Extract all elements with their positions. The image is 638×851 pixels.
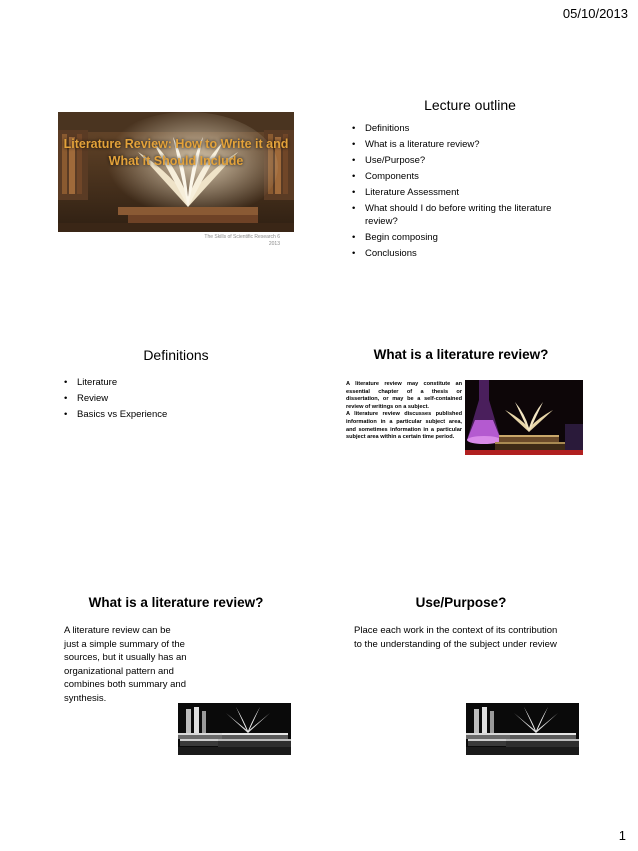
literature-review-slide-title: What is a literature review? xyxy=(373,347,549,362)
description-paragraph: A literature review discusses published information in a particular subject area, and sometimes information in a particular subject area within a certain time period. xyxy=(346,411,462,441)
description-paragraph: A literature review may constitute an essential chapter of a thesis or dissertation, or may be a self-contained review of writings on a subject. xyxy=(346,381,462,410)
definitions-list xyxy=(64,376,284,424)
outline-item: • What should I do before writing the literature review? xyxy=(352,202,586,228)
outline-item: • Components xyxy=(352,170,586,183)
title-slide-subtitle: The Skills of Scientific Research 6 2013 xyxy=(204,234,280,247)
use-purpose-text: Place each work in the context of its contribution to the understanding of the subject under review xyxy=(354,625,558,650)
outline-item: • Definitions xyxy=(352,122,586,135)
definitions-item: • Review xyxy=(64,392,284,405)
books-bw-image xyxy=(466,703,579,755)
outline-item: • Literature Assessment xyxy=(352,186,586,199)
outline-item: • Begin composing xyxy=(352,231,586,244)
definitions-slide-title: Definitions xyxy=(143,347,209,363)
outline-item: • What is a literature review? xyxy=(352,138,586,151)
definitions-item: • Basics vs Experience xyxy=(64,408,284,421)
definitions-item: • Literature xyxy=(64,376,284,389)
use-purpose-slide-title: Use/Purpose? xyxy=(415,595,507,610)
page-number: 1 xyxy=(618,828,626,843)
outline-list xyxy=(352,122,586,263)
outline-item: • Conclusions xyxy=(352,247,586,260)
books-bw-image xyxy=(178,703,291,755)
books-and-flask-image xyxy=(465,380,583,455)
title-slide-book-image xyxy=(58,112,294,232)
outline-slide-title: Lecture outline xyxy=(424,97,516,113)
header-date: 05/10/2013 xyxy=(562,6,628,21)
literature-review-description xyxy=(346,381,462,442)
literature-review-summary-text: A literature review can be just a simple summary of the sources, but it usually has an organizational pattern and combines both summary and synthesis. xyxy=(64,625,187,704)
outline-item: • Use/Purpose? xyxy=(352,154,586,167)
title-slide-heading: Literature Review: How to Write it and What it Should Include xyxy=(63,137,289,168)
literature-review-summary-slide-title: What is a literature review? xyxy=(88,595,264,610)
